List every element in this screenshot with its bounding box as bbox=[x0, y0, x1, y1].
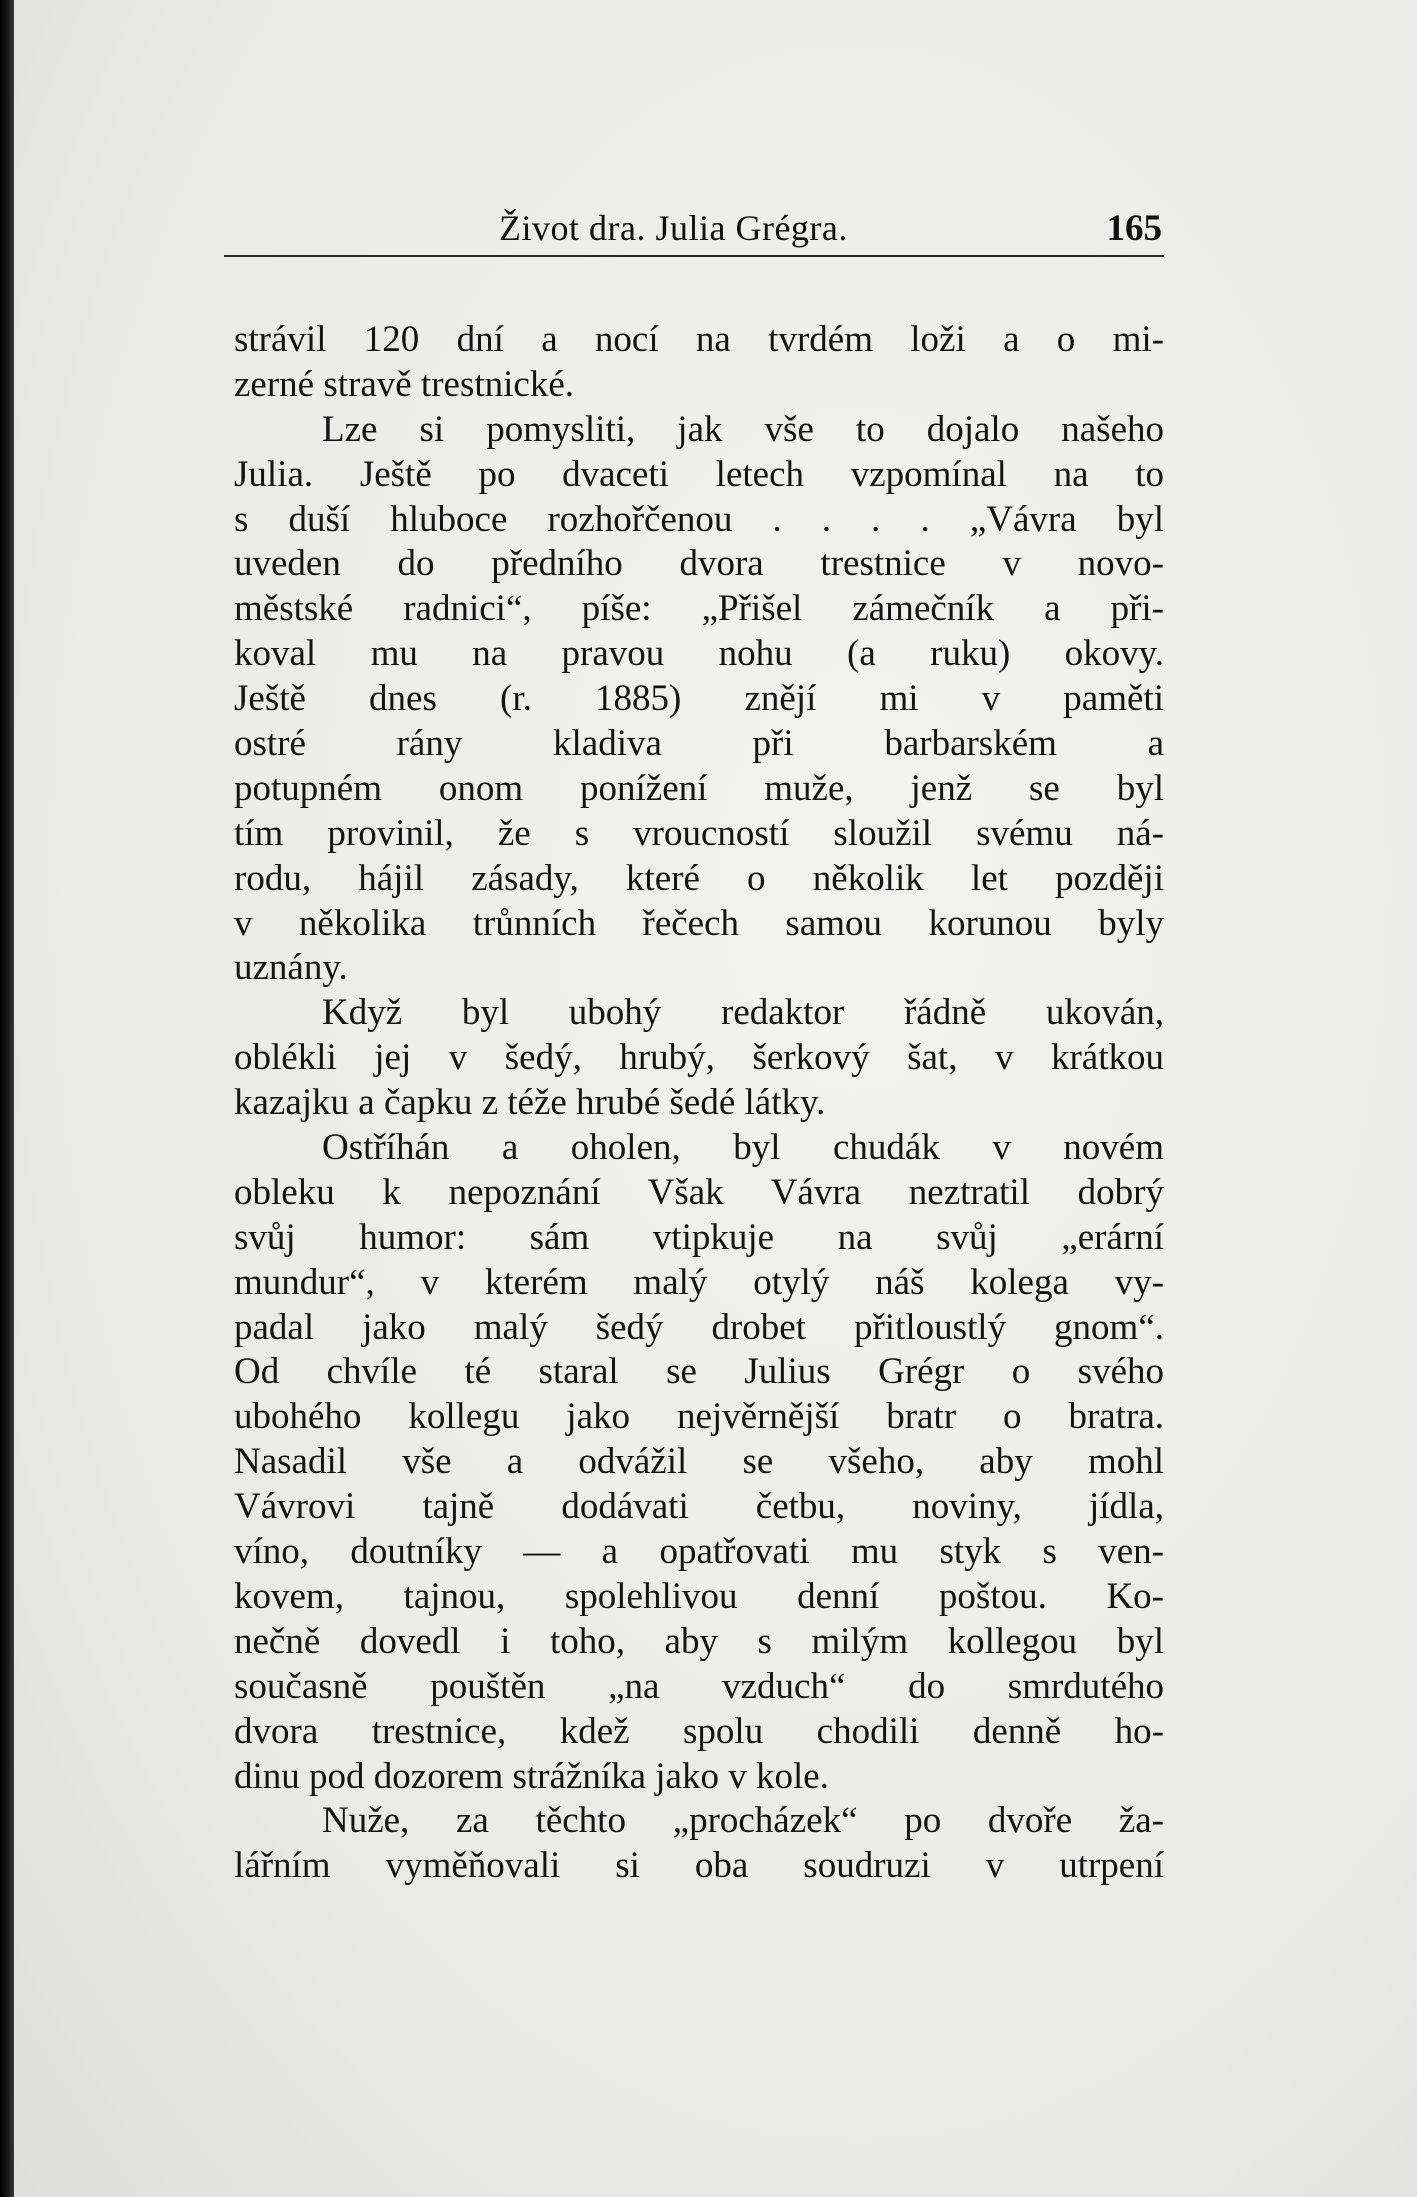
text-line: oblékli jej v šedý, hrubý, šerkový šat, v krátkou bbox=[234, 1037, 1164, 1079]
text-line: současně pouštěn „na vzduch“ do smrdutého bbox=[234, 1665, 1164, 1707]
text-line: mundur“, v kterém malý otylý náš kolega vy- bbox=[234, 1261, 1164, 1303]
text-line: Vávrovi tajně dodávati četbu, noviny, jídla, bbox=[234, 1486, 1164, 1528]
text-line: dvora trestnice, kdež spolu chodili denně ho- bbox=[234, 1710, 1164, 1752]
page-header bbox=[224, 207, 1164, 263]
text-line: nečně dovedl i toho, aby s milým kollegou byl bbox=[234, 1620, 1164, 1662]
book-gutter-shadow bbox=[0, 0, 14, 2197]
text-line: potupném onom ponížení muže, jenž se byl bbox=[234, 767, 1164, 809]
text-line: Nasadil vše a odvážil se všeho, aby mohl bbox=[234, 1441, 1164, 1483]
text-line: padal jako malý šedý drobet přitloustlý gnom“. bbox=[234, 1306, 1164, 1348]
text-line: Od chvíle té staral se Julius Grégr o svého bbox=[234, 1351, 1164, 1393]
text-line: Lze si pomysliti, jak vše to dojalo našeho bbox=[322, 408, 1164, 450]
text-line: obleku k nepoznání Však Vávra neztratil dobrý bbox=[234, 1171, 1164, 1213]
text-line: dinu pod dozorem strážníka jako v kole. bbox=[234, 1755, 829, 1797]
text-line: uznány. bbox=[234, 947, 348, 989]
text-line: svůj humor: sám vtipkuje na svůj „erární bbox=[234, 1216, 1164, 1258]
text-line: uveden do předního dvora trestnice v novo- bbox=[234, 543, 1164, 585]
body-text bbox=[234, 318, 1164, 1889]
page-number: 165 bbox=[1106, 208, 1162, 249]
text-line: kovem, tajnou, spolehlivou denní poštou. Ko- bbox=[234, 1575, 1164, 1617]
text-line: zerné stravě trestnické. bbox=[234, 363, 575, 405]
text-line: lářním vyměňovali si oba soudruzi v utrpení bbox=[234, 1845, 1164, 1887]
text-line: strávil 120 dní a nocí na tvrdém loži a o mi- bbox=[234, 319, 1164, 360]
text-line: městské radnici“, píše: „Přišel zámečník a při- bbox=[234, 588, 1164, 630]
header-rule bbox=[224, 255, 1164, 257]
book-page bbox=[14, 0, 1417, 2197]
running-title: Život dra. Julia Grégra. bbox=[499, 208, 848, 248]
text-line: s duší hluboce rozhořčenou . . . . „Vávra byl bbox=[234, 498, 1164, 540]
text-line: rodu, hájil zásady, které o několik let později bbox=[234, 857, 1164, 899]
text-line: ostré rány kladiva při barbarském a bbox=[234, 723, 1164, 765]
text-line: kazajku a čapku z téže hrubé šedé látky. bbox=[234, 1082, 826, 1124]
text-line: Julia. Ještě po dvaceti letech vzpomínal na to bbox=[234, 453, 1164, 495]
text-line: ubohého kollegu jako nejvěrnější bratr o bratra. bbox=[234, 1396, 1164, 1438]
text-line: v několika trůnních řečech samou korunou byly bbox=[234, 902, 1164, 944]
text-line: Když byl ubohý redaktor řádně ukován, bbox=[322, 992, 1164, 1034]
text-line: Nuže, za těchto „procházek“ po dvoře ža- bbox=[322, 1800, 1164, 1842]
text-line: Ještě dnes (r. 1885) znějí mi v paměti bbox=[234, 678, 1164, 720]
text-line: Ostříhán a oholen, byl chudák v novém bbox=[322, 1127, 1164, 1169]
text-line: koval mu na pravou nohu (a ruku) okovy. bbox=[234, 633, 1164, 675]
text-line: tím provinil, že s vroucností sloužil svému ná- bbox=[234, 812, 1164, 854]
text-line: víno, doutníky — a opatřovati mu styk s ven- bbox=[234, 1531, 1164, 1573]
